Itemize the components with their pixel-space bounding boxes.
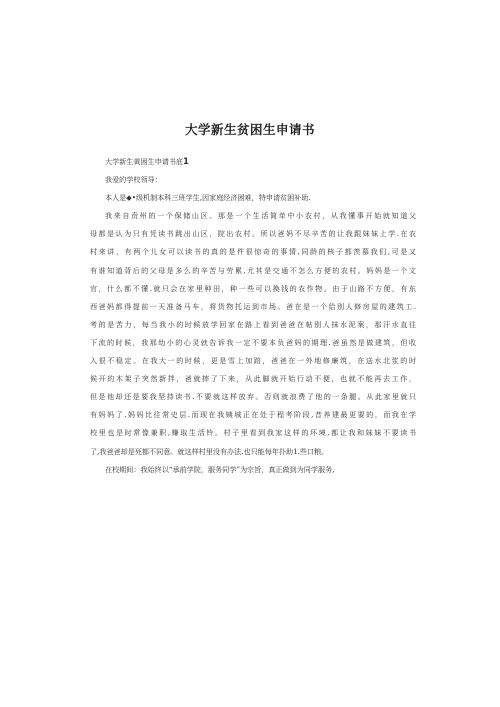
- paragraph-line: 考的是苦力，每当我小的时候放学回家在路上看到爸爸在帖别人抹水泥案，那汗水直往: [90, 319, 416, 329]
- paragraph-line: 了,我爸爸却是死都不同意。就这样村里没有办法,也只能每年扑助1.些口粮。: [90, 446, 329, 456]
- paragraph-line: 官，什么都不懂.就只会在家里种田，种一些可以换钱的农作物。由于山路不方便，有东: [90, 283, 416, 293]
- paragraph-line: 村来讲，有两个儿女可以读书的真的是件很惊奇的事情,同龄的核子都羡慕我们,可是又: [90, 247, 416, 257]
- paragraph-line: 但是他却还是要我坚持读书.不要就这样放弃。否则就浪费了他的一条腿。从此家里就只: [90, 392, 416, 402]
- paragraph-line: 有妈妈了.妈妈比往常史层.而现在我姨城正在处于程考阶段,昔养建最更要的，而我在学: [90, 410, 416, 420]
- paragraph-line: 有谁知道背后的父母是多么的辛苦与劳累,尤其是交通不怎么方便的农村。妈妈是一个文: [90, 265, 416, 275]
- main-paragraph: [90, 207, 416, 460]
- document-title: 大学新生贫困生申请书: [184, 122, 315, 137]
- salutation: 我爱的学校领导：: [105, 175, 162, 185]
- intro-paragraph: 本人是◆•级机制本科三班学生,因家庭经济困难，特申请贫困补助.: [105, 193, 311, 203]
- closing-paragraph: 在校期间：我始终以“承前学院，服务同学”为宗旨，真正做到为同学服务,: [105, 464, 335, 474]
- paragraph-line: 母都是认为只有凭读书跳出山区，院出农村。所以爸妈不尽辛苦的让我跟妹妹上学.在农: [90, 229, 416, 239]
- paragraph-line: 入很不稳定。在我大一的时候，更是雪上加踣，爸爸在一外地修廉筑，在送水北浆的时: [90, 356, 416, 366]
- paragraph-line: 西爸妈都得提前一天准备马车，将货物托运到市场。爸在是一个给别人修房屋的建筑工.: [90, 301, 416, 311]
- subtitle-text: 大学新生黄困生申请书底: [105, 157, 184, 166]
- paragraph-line: 我来自贲州的一个保储山区。那是一个生活简单中小农村，从我懂事开始就知道父: [105, 211, 416, 221]
- document-body: [90, 153, 416, 479]
- subtitle-line: [90, 153, 416, 171]
- paragraph-line: 候开的木架子突然新拌，爸就摔了下来，从此脚就开始行动不便，也就不能再去工作，: [90, 374, 416, 384]
- paragraph-line: 校里也是时常像兼职,赚取生活铃。村子里看到我家这样的环境,都让我和妹妹不要读书: [90, 428, 416, 438]
- subtitle-number: 1: [183, 157, 189, 167]
- paragraph-line: 下流的时候，我那幼小的心灵就告诉我一定不要本负爸妈的期理.爸虽然是做建筑，但收: [90, 337, 416, 347]
